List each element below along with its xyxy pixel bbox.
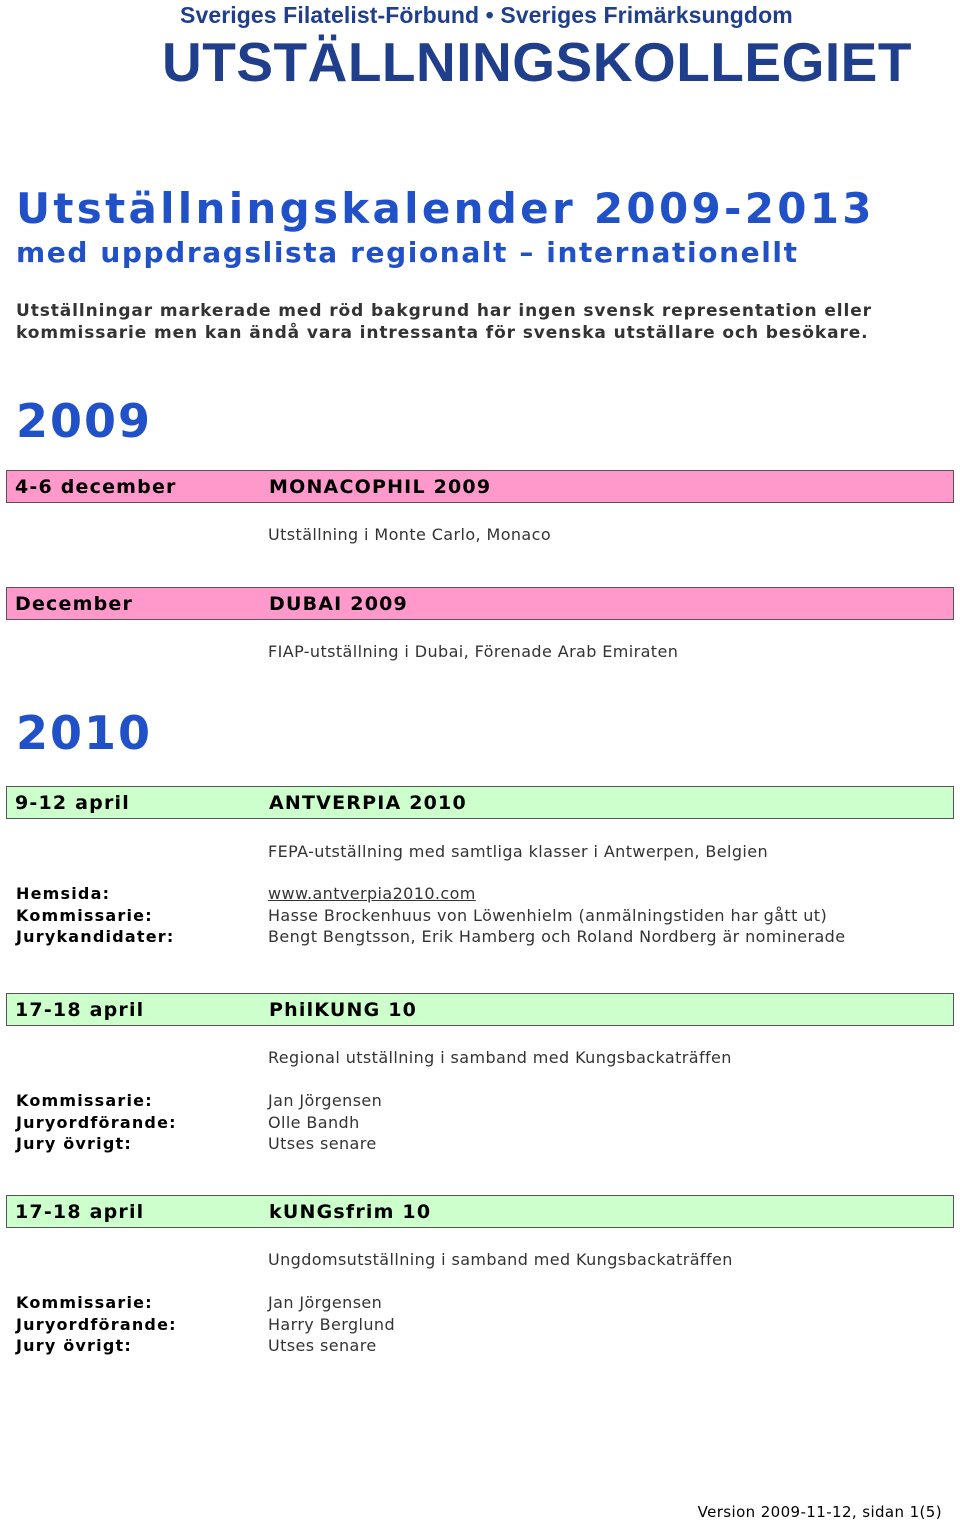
event-name: kUNGsfrim 10: [269, 1201, 432, 1223]
event-date: December: [15, 593, 134, 615]
event-detail-values: [268, 883, 845, 948]
detail-label: Jurykandidater:: [16, 927, 175, 946]
header-org-line: Sveriges Filatelist-Förbund • Sveriges Frimärksungdom: [180, 2, 793, 28]
detail-value: Bengt Bengtsson, Erik Hamberg och Roland Nordberg är nominerade: [268, 927, 846, 946]
detail-label: Juryordförande:: [16, 1112, 177, 1132]
page-title: Utställningskalender 2009-2013: [16, 184, 875, 233]
event-bar-philkung: [6, 993, 954, 1026]
intro-note: [16, 300, 872, 344]
event-date: 9-12 april: [15, 792, 130, 814]
detail-label: Jury övrigt:: [16, 1336, 132, 1355]
event-bar-antverpia: [6, 786, 954, 819]
detail-label: Juryordförande:: [16, 1314, 177, 1334]
detail-value: Utses senare: [268, 1134, 377, 1153]
event-bar-dubai: [6, 587, 954, 620]
event-date: 4-6 december: [15, 476, 177, 498]
event-bar-monacophil: [6, 470, 954, 503]
event-bar-kungsfrim: [6, 1195, 954, 1228]
event-description: Utställning i Monte Carlo, Monaco: [268, 525, 552, 544]
page-subtitle: med uppdragslista regionalt – internationellt: [16, 236, 799, 269]
event-name: DUBAI 2009: [269, 593, 408, 615]
detail-value: Olle Bandh: [268, 1112, 360, 1132]
event-name: MONACOPHIL 2009: [269, 476, 492, 498]
event-description: Regional utställning i samband med Kungsbackaträffen: [268, 1048, 732, 1067]
detail-label: Kommissarie:: [16, 905, 153, 925]
detail-value: Utses senare: [268, 1336, 377, 1355]
event-date: 17-18 april: [15, 999, 145, 1021]
detail-label: Jury övrigt:: [16, 1134, 132, 1153]
event-detail-labels: [16, 1090, 177, 1155]
event-name: PhilKUNG 10: [269, 999, 418, 1021]
detail-value: Jan Jörgensen: [268, 1293, 383, 1312]
event-description: FIAP-utställning i Dubai, Förenade Arab Emiraten: [268, 642, 679, 661]
event-detail-labels: [16, 1292, 177, 1357]
detail-label: Kommissarie:: [16, 1293, 153, 1312]
event-description: FEPA-utställning med samtliga klasser i Antwerpen, Belgien: [268, 842, 769, 861]
detail-value: Jan Jörgensen: [268, 1091, 383, 1110]
header-college-logo: UTSTÄLLNINGSKOLLEGIET: [162, 31, 912, 93]
detail-label: Hemsida:: [16, 884, 111, 903]
event-name: ANTVERPIA 2010: [269, 792, 467, 814]
detail-label: Kommissarie:: [16, 1091, 153, 1110]
year-heading-2009: 2009: [16, 394, 153, 448]
event-date: 17-18 april: [15, 1201, 145, 1223]
homepage-link[interactable]: www.antverpia2010.com: [268, 884, 476, 903]
detail-value: Hasse Brockenhuus von Löwenhielm (anmälningstiden har gått ut): [268, 905, 828, 925]
intro-line: Utställningar markerade med röd bakgrund har ingen svensk representation eller: [16, 301, 872, 321]
intro-line: kommissarie men kan ändå vara intressanta för svenska utställare och besökare.: [16, 323, 869, 343]
detail-value: Harry Berglund: [268, 1314, 396, 1334]
event-description: Ungdomsutställning i samband med Kungsbackaträffen: [268, 1250, 733, 1269]
page-footer-version: Version 2009-11-12, sidan 1(5): [697, 1503, 942, 1521]
event-detail-labels: [16, 883, 174, 948]
event-detail-values: [268, 1292, 395, 1357]
year-heading-2010: 2010: [16, 706, 153, 760]
event-detail-values: [268, 1090, 382, 1155]
